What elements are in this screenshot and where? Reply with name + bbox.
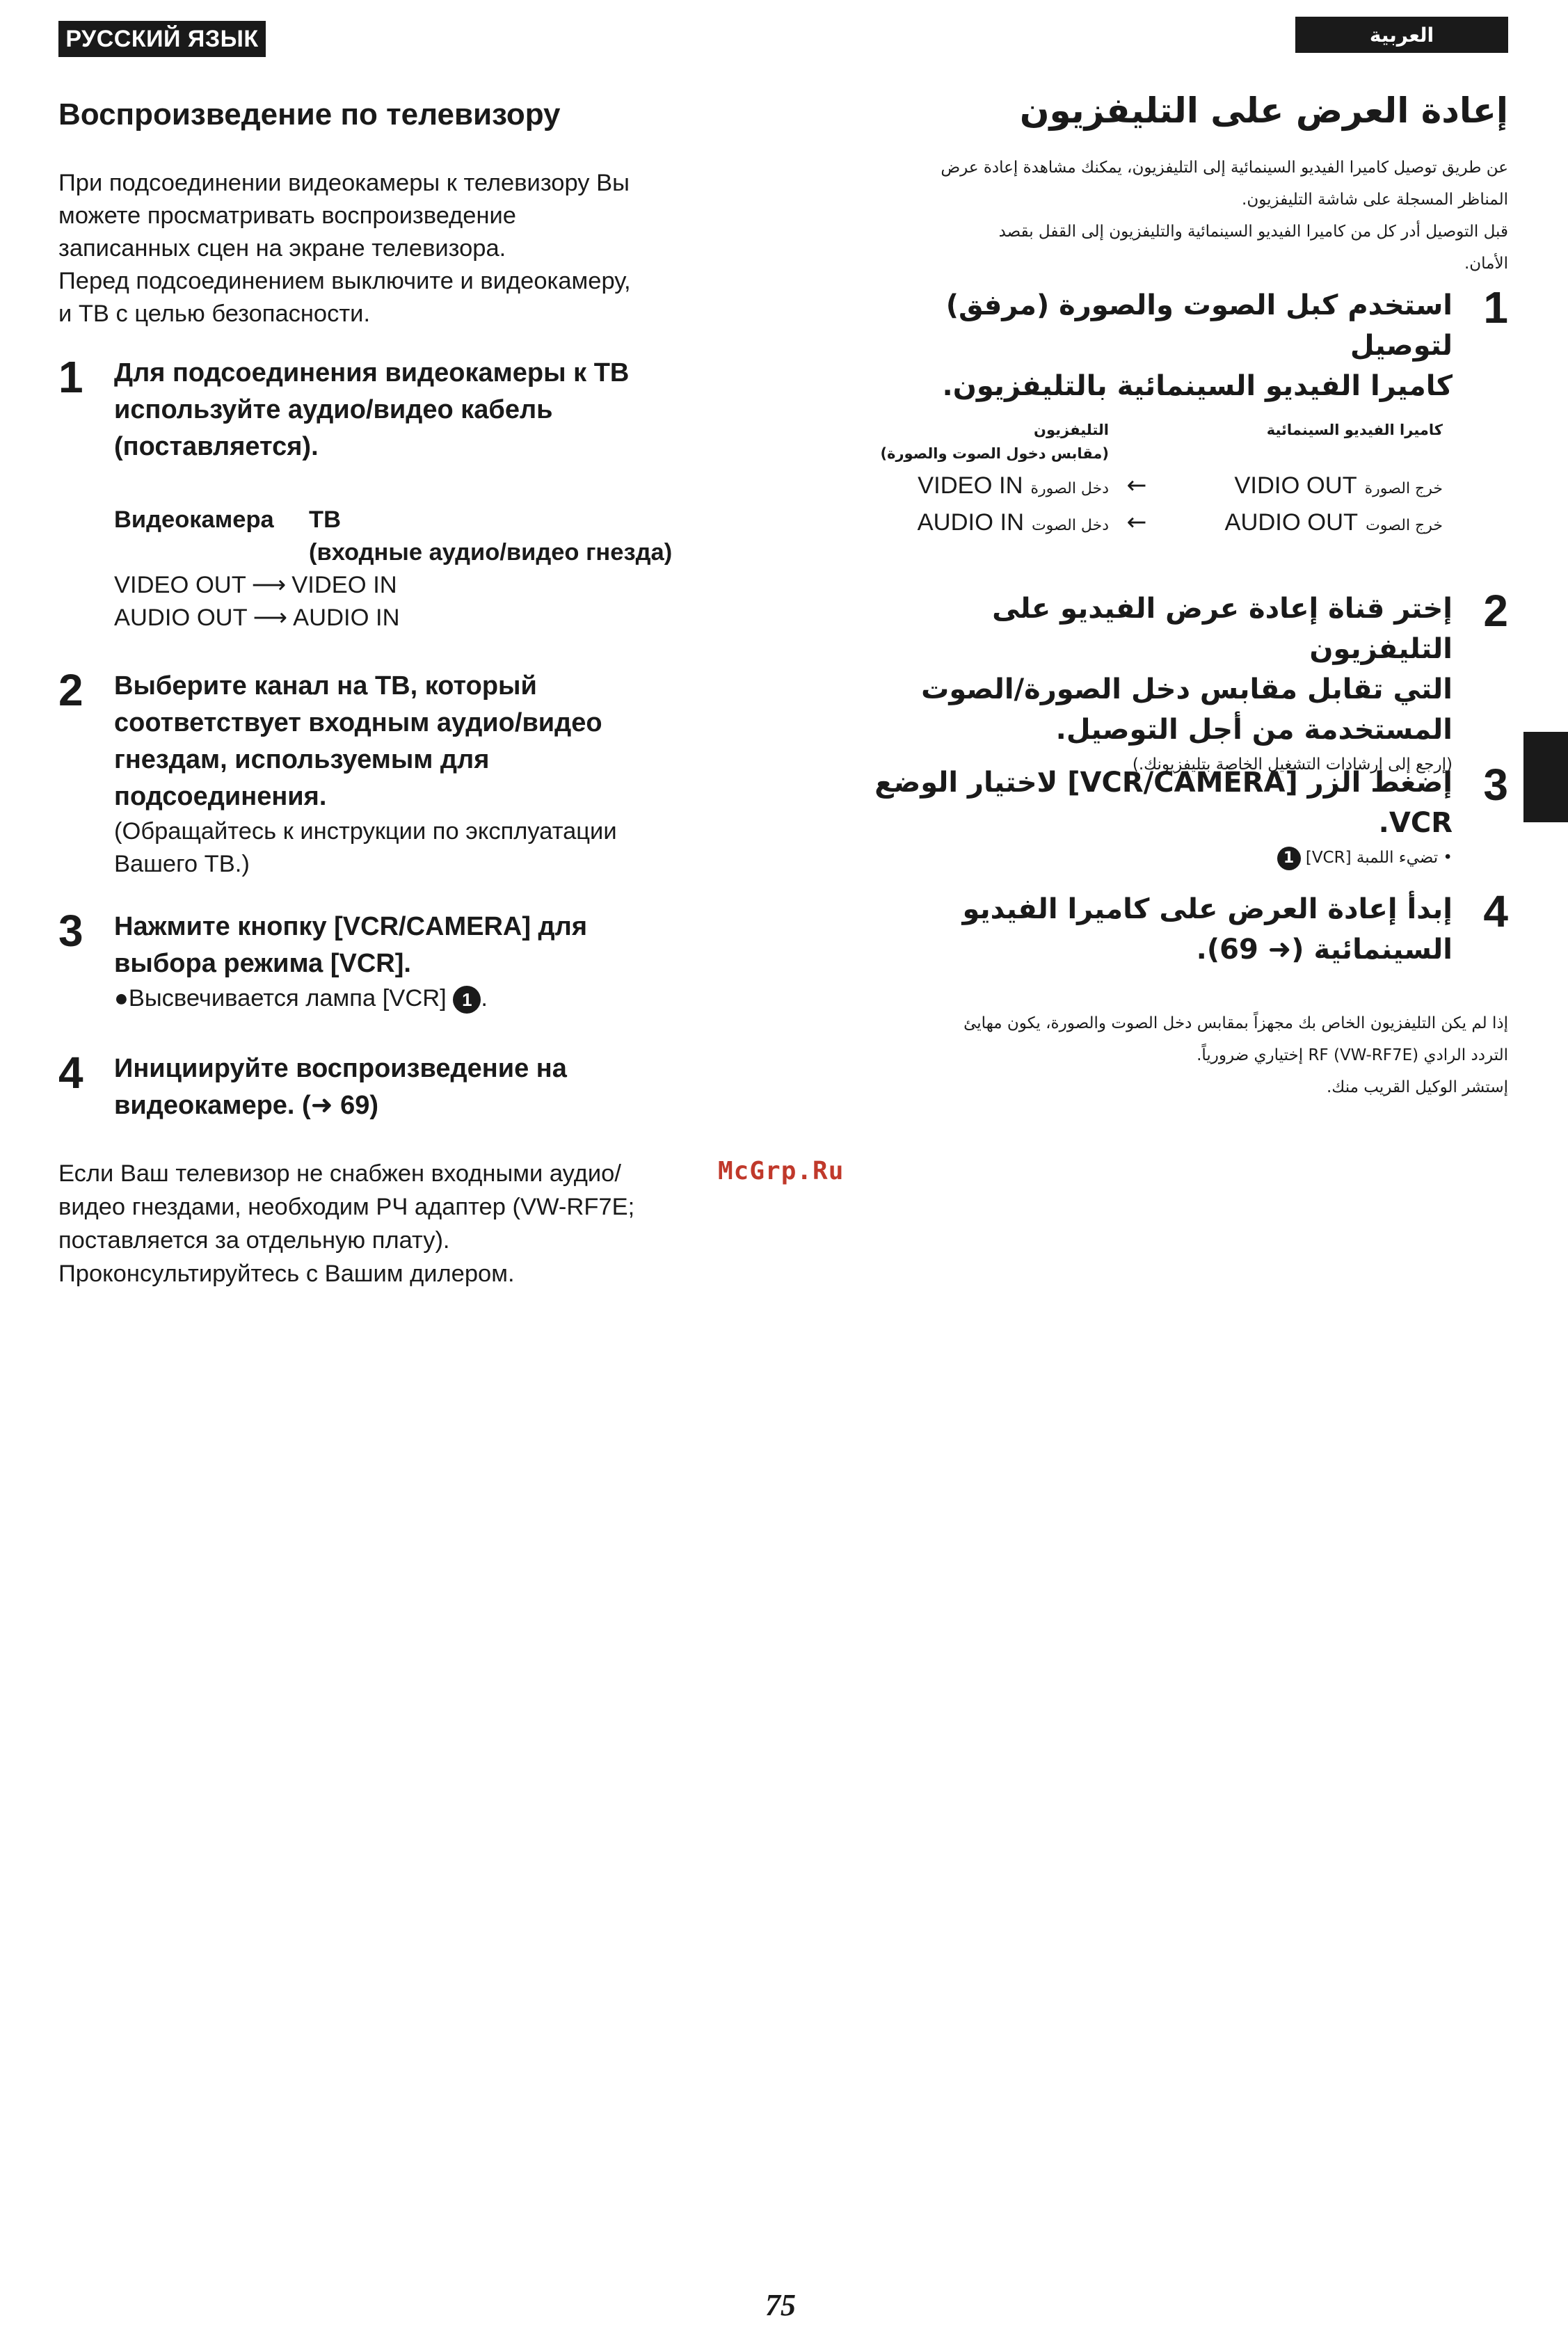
ar-footnote	[840, 1007, 1508, 1103]
step-heading-line: (поставляется).	[114, 432, 319, 461]
step-heading-line: используйте аудио/видео кабель	[114, 395, 553, 424]
step-number: 1	[58, 352, 83, 402]
step-heading-line: гнездам, используемым для	[114, 745, 490, 774]
watermark: McGrp.Ru	[718, 1157, 845, 1185]
vcr-lamp-note: ●Высвечивается лампа [VCR]	[114, 985, 447, 1011]
step-heading-line: إبدأ إعادة العرض على كاميرا الفيديو	[962, 893, 1453, 925]
ru-intro-line: записанных сцен на экране телевизора.	[58, 235, 506, 262]
step-heading-line: VCR.	[1378, 807, 1453, 839]
ar-section-title: إعادة العرض على التليفزيون	[1019, 90, 1508, 131]
ru-conn-from: AUDIO OUT	[114, 605, 248, 631]
ar-conn-tv: AUDIO IN	[917, 509, 1024, 536]
ru-conn-row	[114, 569, 672, 602]
step-heading-line: подсоединения.	[114, 782, 327, 811]
ru-conn-head-tv: ТВ	[309, 506, 341, 533]
arrow-left-icon: ←	[1126, 472, 1147, 499]
step-heading-line: السينمائية (➜ 69).	[1196, 934, 1453, 966]
ru-conn-from: VIDEO OUT	[114, 572, 246, 598]
ar-conn-tv-label: دخل الصورة	[1030, 480, 1109, 497]
step-note: (Обращайтесь к инструкции по эксплуатации	[114, 818, 617, 845]
section-edge-tab	[1523, 732, 1568, 822]
ru-intro-line: При подсоединении видеокамеры к телевизору Вы	[58, 170, 630, 196]
arrow-right-icon: ⟶	[251, 572, 287, 598]
step-heading-line: إختر قناة إعادة عرض الفيديو على التليفزيون	[992, 593, 1453, 665]
step-number: 2	[1483, 586, 1508, 636]
callout-1-badge: 1	[453, 986, 481, 1014]
vcr-lamp-note: • تضيء اللمبة [VCR]	[1305, 849, 1453, 867]
language-tab-russian: РУССКИЙ ЯЗЫК	[58, 21, 266, 57]
ru-conn-row	[114, 602, 672, 634]
ar-conn-cam-label: خرج الصوت	[1366, 517, 1443, 534]
ar-footnote-line: إستشر الوكيل القريب منك.	[1327, 1078, 1508, 1096]
step-heading-line: Нажмите кнопку [VCR/CAMERA] для	[114, 912, 587, 941]
ar-conn-head-camera: كاميرا الفيديو السينمائية	[1266, 422, 1443, 438]
step-heading-line: المستخدمة من أجل التوصيل.	[1055, 714, 1453, 746]
ru-intro	[58, 167, 719, 330]
ru-footnote-line: видео гнездами, необходим РЧ адаптер (VW-RF7E;	[58, 1194, 635, 1220]
ar-conn-row	[831, 469, 1443, 506]
ar-conn-cam-label: خرج الصورة	[1364, 480, 1443, 497]
ru-footnote-line: Если Ваш телевизор не снабжен входными аудио/	[58, 1160, 621, 1187]
step-number: 4	[1483, 886, 1508, 936]
ar-connection-table	[831, 417, 1443, 543]
ru-footnote-line: поставляется за отдельную плату).	[58, 1227, 450, 1254]
ar-conn-row	[831, 506, 1443, 543]
ru-intro-line: Перед подсоединением выключите и видеокамеру,	[58, 268, 631, 294]
step-number: 3	[58, 906, 83, 956]
ar-conn-cam: AUDIO OUT	[1224, 509, 1359, 536]
step-note: ●Высвечивается лампа [VCR] 1 .	[114, 982, 782, 1015]
ru-conn-head-camera: Видеокамера	[114, 506, 274, 533]
ru-footnote-line: Проконсультируйтесь с Вашим дилером.	[58, 1261, 515, 1287]
arrow-left-icon: ←	[1126, 509, 1147, 536]
step-heading-line: Инициируйте воспроизведение на	[114, 1054, 567, 1083]
ar-conn-head-tv: التليفزيون	[1034, 422, 1109, 438]
step-heading-line: استخدم كبل الصوت والصورة (مرفق) لتوصيل	[945, 289, 1453, 362]
step-heading-line: إضغط الزر [VCR/CAMERA] لاختيار الوضع	[874, 767, 1453, 799]
step-heading-line: كاميرا الفيديو السينمائية بالتليفزيون.	[942, 370, 1453, 402]
step-heading-line: التي تقابل مقابس دخل الصورة/الصوت	[921, 673, 1453, 705]
step-heading-line: Для подсоединения видеокамеры к ТВ	[114, 358, 630, 387]
arrow-right-icon: ⟶	[253, 605, 288, 631]
step-heading-line: соответствует входным аудио/видео	[114, 708, 602, 737]
ar-footnote-line: إذا لم يكن التليفزيون الخاص بك مجهزاً بمقابس دخل الصوت والصورة، يكون مهايئ	[963, 1014, 1508, 1032]
ar-intro-line: الأمان.	[1464, 255, 1508, 273]
step-note	[840, 843, 1453, 872]
ar-conn-cam: VIDIO OUT	[1234, 472, 1357, 499]
ar-footnote-line: التردد الرادي RF (VW-RF7E) إختياري ضرورياً.	[1197, 1046, 1508, 1064]
step-heading-line: видеокамере. (➜ 69)	[114, 1091, 379, 1120]
ru-section-title: Воспроизведение по телевизору	[58, 97, 561, 131]
ar-conn-head-tv-sub: (مقابس دخول الصوت والصورة)	[880, 445, 1109, 462]
step-note: Вашего ТВ.)	[114, 851, 250, 877]
ar-intro	[854, 152, 1508, 280]
step-number: 2	[58, 665, 83, 715]
step-number: 3	[1483, 760, 1508, 810]
step-number: 1	[1483, 282, 1508, 333]
ar-intro-line: عن طريق توصيل كاميرا الفيديو السينمائية إلى التليفزيون، يمكنك مشاهدة إعادة عرض	[941, 159, 1508, 177]
ru-intro-line: и ТВ с целью безопасности.	[58, 301, 371, 327]
step-number: 4	[58, 1048, 83, 1098]
language-tab-arabic: العربية	[1295, 17, 1508, 53]
ar-intro-line: قبل التوصيل أدر كل من كاميرا الفيديو السينمائية والتليفزيون إلى القفل بقصد	[998, 223, 1508, 241]
ar-intro-line: المناظر المسجلة على شاشة التليفزيون.	[1242, 191, 1508, 209]
page-number: 75	[765, 2288, 796, 2322]
callout-1-badge: 1	[1277, 847, 1301, 870]
ar-conn-tv: VIDEO IN	[918, 472, 1023, 499]
ru-footnote	[58, 1157, 726, 1290]
ru-conn-to: AUDIO IN	[293, 605, 400, 631]
ru-conn-to: VIDEO IN	[291, 572, 397, 598]
ru-intro-line: можете просматривать воспроизведение	[58, 202, 516, 229]
ar-conn-tv-label: دخل الصوت	[1031, 517, 1109, 534]
ru-conn-head-tv-sub: (входные аудио/видео гнезда)	[309, 539, 673, 566]
step-heading-line: выбора режима [VCR].	[114, 949, 411, 978]
step-heading-line: Выберите канал на ТВ, который	[114, 671, 537, 701]
ru-connection-table	[114, 504, 672, 634]
step-note: (إرجع إلى إرشادات التشغيل الخاصة بتليفزيونك.)	[1132, 755, 1453, 774]
